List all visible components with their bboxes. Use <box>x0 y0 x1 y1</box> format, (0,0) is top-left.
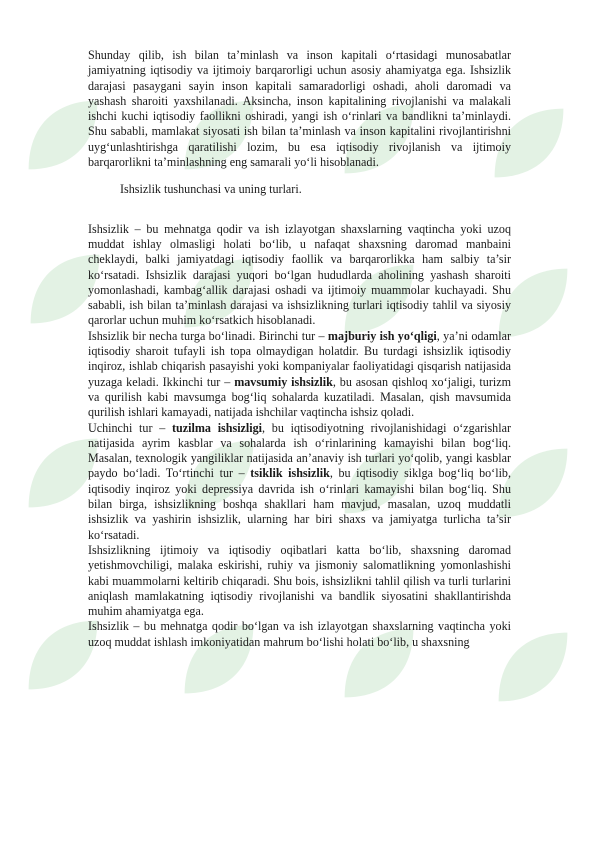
intro-paragraph: Shunday qilib, ish bilan ta’minlash va inson kapitali o‘rtasidagi munosabatlar jamiyatning iqtisodiy va ijtimoiy barqarorligi uchun asosiy ahamiyatga ega. Ishsizlik darajasi pasaygani sayin inson kapitali samaradorligi oshadi, aholi daromadi va yashash sharoiti yaxshilanadi. Aksincha, inson kapitalining rivojlanishi va malakali ishchi kuchi iqtisodiy faollikni oshiradi, yangi ish o‘rinlari va bandlikni ta’minlaydi. Shu sababli, mamlakat siyosati ish bilan ta’minlash va inson kapitalini rivojlantirishni uyg‘unlashtirishga qaratilishi lozim, bu esa iqtisodiy rivojlanish va ijtimoiy barqarorlikni ta’minlashning eng samarali yo‘li hisoblanadi. <box>88 48 511 170</box>
section-heading: Ishsizlik tushunchasi va uning turlari. <box>120 182 302 197</box>
term-cyclical-unemployment: tsiklik ishsizlik <box>250 466 330 481</box>
paragraph-closing: Ishsizlik – bu mehnatga qodir bo‘lgan va ish izlayotgan shaxslarning vaqtincha yoki uzoq muddat ishlash imkoniyatidan mahrum bo‘lishi holati bo‘lib, u shaxsning <box>88 619 511 649</box>
term-structural-unemployment: tuzilma ishsizligi <box>172 420 263 435</box>
paragraph-consequences: Ishsizlikning ijtimoiy va iqtisodiy oqibatlari katta bo‘lib, shaxsning daromad yetishmovchiligi, malaka eskirishi, ruhiy va jismoniy salomatlikning yomonlashishi kabi muammolarni keltirib chiqaradi. Shu bois, ishsizlikni tahlil qilish va turli turlarini aniqlash mamlakatning iqtisodiy rivojlanishi va bandlik siyosatini shakllantirishda muhim ahamiyatga ega. <box>88 542 511 619</box>
term-seasonal-unemployment: mavsumiy ishsizlik <box>234 374 333 389</box>
document-body <box>88 48 511 650</box>
term-forced-unemployment: majburiy ish yo‘qligi <box>327 328 437 343</box>
paragraph-types-1: Ishsizlik bir necha turga bo‘linadi. Birinchi tur – majburiy ish yo‘qligi, ya’ni odamlar iqtisodiy sharoit tufayli ish topa olmaydigan holatdir. Bu turdagi ishsizlik iqtisodiy inqiroz, ishlab chiqarish pasayishi yoki kompaniyalar faoliyatidagi qisqarish natijasida yuzaga keladi. Ikkinchi tur – mavsumiy ishsizlik, bu asosan qishloq xo‘jaligi, turizm va qurilish kabi mavsumga bog‘liq sohalarda kuzatiladi. Masalan, qish mavsumida qurilish ishlari kamayadi, natijada ishchilar vaqtincha ishsiz qoladi. <box>88 328 511 420</box>
paragraph-types-2: Uchinchi tur – tuzilma ishsizligi, bu iqtisodiyotning rivojlanishidagi o‘zgarishlar natijasida ayrim kasblar va sohalarda ish o‘rinlarining kamayishi bilan bog‘liq. Masalan, texnologik yangiliklar natijasida an’anaviy ish turlari yo‘qolib, yangi kasblar paydo bo‘ladi. To‘rtinchi tur – tsiklik ishsizlik, bu iqtisodiy siklga bog‘liq bo‘lib, iqtisodiy inqiroz yoki depressiya davrida ish o‘rinlari kamayishi bilan bog‘liq. Shu bilan birga, ishsizlikning boshqa shakllari ham mavjud, masalan, uzoq muddatli ishsizlik va yashirin ishsizlik, ularning har biri shaxs va jamiyatga turlicha ta’sir ko‘rsatadi. <box>88 420 512 542</box>
paragraph-definition: Ishsizlik – bu mehnatga qodir va ish izlayotgan shaxslarning vaqtincha yoki uzoq muddat ishlay olmasligi holati bo‘lib, u nafaqat shaxsning daromad manbaini cheklaydi, balki jamiyatdagi iqtisodiy faollik va barqarorlikka ham salbiy ta’sir ko‘rsatadi. Ishsizlik darajasi yuqori bo‘lgan hududlarda aholining yashash sharoiti yomonlashadi, kambag‘allik darajasi oshadi va ijtimoiy muammolar kuchayadi. Shu sababli, ish bilan ta’minlash darajasi va ishsizlikning turlari iqtisodiy tahlil va siyosiy qarorlar uchun muhim ko‘rsatkich hisoblanadi. <box>88 221 511 328</box>
